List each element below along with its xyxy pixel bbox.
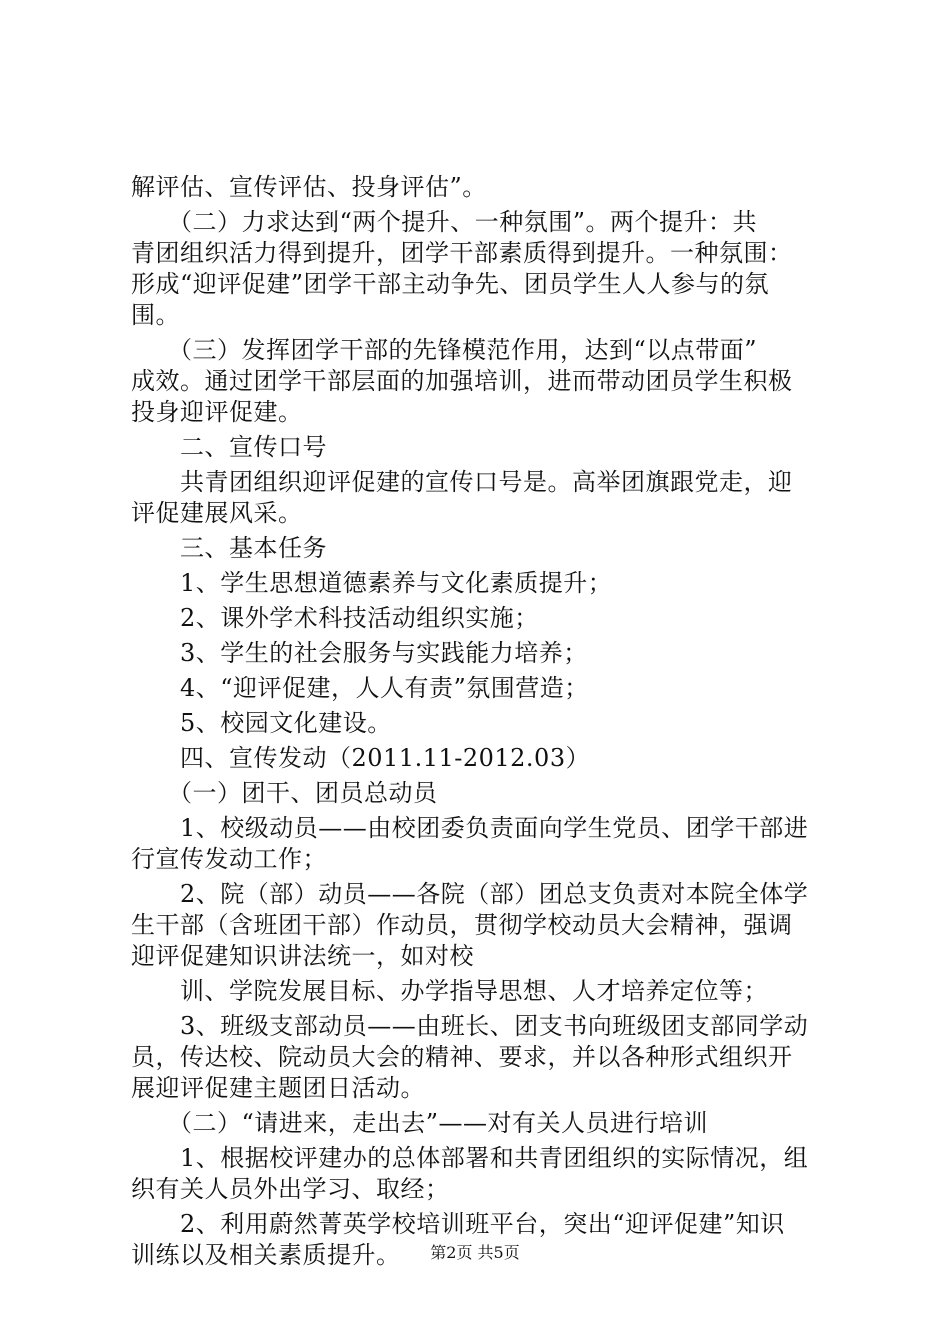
text-line: 迎评促建知识讲法统一，如对校: [131, 942, 474, 970]
text-line: 解评估、宣传评估、投身评估”。: [131, 173, 487, 201]
section-heading: 四、宣传发动（2011.11-2012.03）: [131, 744, 591, 772]
text-line: 3、班级支部动员——由班长、团支书向班级团支部同学动: [131, 1012, 809, 1040]
text-line: 1、校级动员——由校团委负责面向学生党员、团学干部进: [131, 814, 809, 842]
text-line: 2、利用蔚然菁英学校培训班平台，突出“迎评促建”知识: [131, 1210, 785, 1238]
subsection-heading: （一）团干、团员总动员: [131, 779, 438, 807]
text-line: 形成“迎评促建”团学干部主动争先、团员学生人人参与的氛: [131, 270, 770, 298]
text-line: 2、院（部）动员——各院（部）团总支负责对本院全体学: [131, 880, 809, 908]
text-line: 行宣传发动工作；: [131, 845, 327, 873]
text-line: 投身迎评促建。: [131, 398, 303, 426]
text-line: 展迎评促建主题团日活动。: [131, 1074, 425, 1102]
text-line: 员，传达校、院动员大会的精神、要求，并以各种形式组织开: [131, 1043, 793, 1071]
text-line: 共青团组织迎评促建的宣传口号是。高举团旗跟党走，迎: [131, 468, 793, 496]
page-number-footer: 第2页 共5页: [430, 1243, 520, 1262]
section-heading: 二、宣传口号: [131, 433, 327, 461]
text-line: 织有关人员外出学习、取经；: [131, 1175, 450, 1203]
list-item: 1、学生思想道德素养与文化素质提升；: [131, 569, 613, 597]
text-line: 成效。通过团学干部层面的加强培训，进而带动团员学生积极: [131, 367, 793, 395]
list-item: 4、“迎评促建，人人有责”氛围营造；: [131, 674, 589, 702]
text-line: 训、学院发展目标、办学指导思想、人才培养定位等；: [131, 977, 768, 1005]
list-item: 2、课外学术科技活动组织实施；: [131, 604, 539, 632]
section-heading: 三、基本任务: [131, 534, 327, 562]
list-item: 3、学生的社会服务与实践能力培养；: [131, 639, 588, 667]
text-line: 青团组织活力得到提升，团学干部素质得到提升。一种氛围：: [131, 239, 793, 267]
list-item: 5、校园文化建设。: [131, 709, 392, 737]
text-line: 围。: [131, 301, 180, 329]
text-line: （二）力求达到“两个提升、一种氛围”。两个提升：共: [131, 208, 758, 236]
text-line: （三）发挥团学干部的先锋模范作用，达到“以点带面”: [131, 336, 758, 364]
text-line: 评促建展风采。: [131, 499, 303, 527]
text-line: 1、根据校评建办的总体部署和共青团组织的实际情况，组: [131, 1144, 809, 1172]
text-line: 训练以及相关素质提升。: [131, 1241, 401, 1269]
subsection-heading: （二）“请进来，走出去”——对有关人员进行培训: [131, 1109, 709, 1137]
text-line: 生干部（含班团干部）作动员，贯彻学校动员大会精神，强调: [131, 911, 793, 939]
document-body: [131, 172, 831, 1271]
